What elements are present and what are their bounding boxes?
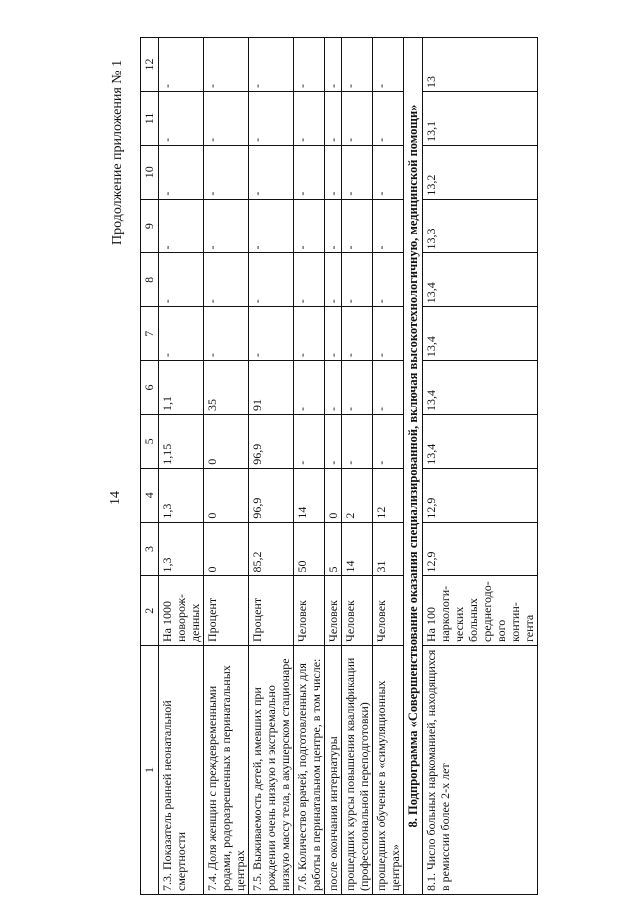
value-cell: - <box>159 253 204 307</box>
indicator-cell: 7.4. Доля женщин с преждевременными родами, родоразрешенных в перинатальных центрах <box>204 645 249 894</box>
value-cell: 14 <box>342 522 373 576</box>
value-cell: 1,1 <box>159 361 204 415</box>
value-cell: - <box>342 91 373 145</box>
section-title: 8. Подпрограмма «Совершенствование оказания специализированной, включая высокотехнологичную, медицинской помощи» <box>404 38 423 895</box>
value-cell: - <box>325 361 342 415</box>
value-cell: 85,2 <box>249 522 294 576</box>
value-cell: - <box>294 38 325 92</box>
value-cell: - <box>294 199 325 253</box>
table-row <box>325 38 342 895</box>
indicator-cell: 7.6. Количество врачей, подготовленных для работы в перинатальном центре, в том числе: <box>294 645 325 894</box>
value-cell: - <box>249 307 294 361</box>
value-cell: 35 <box>204 361 249 415</box>
unit-cell: Человек <box>342 576 373 646</box>
value-cell: - <box>373 145 404 199</box>
value-cell: - <box>325 199 342 253</box>
value-cell: 5 <box>325 522 342 576</box>
value-cell: 13,3 <box>423 199 538 253</box>
column-header: 9 <box>141 199 159 253</box>
value-cell: - <box>249 253 294 307</box>
value-cell: - <box>249 145 294 199</box>
value-cell: - <box>294 307 325 361</box>
value-cell: - <box>294 91 325 145</box>
table-row <box>423 38 538 895</box>
value-cell: - <box>294 361 325 415</box>
value-cell: - <box>342 253 373 307</box>
column-header: 6 <box>141 361 159 415</box>
table-row <box>204 38 249 895</box>
value-cell: - <box>342 414 373 468</box>
value-cell: 1,15 <box>159 414 204 468</box>
value-cell: 13,2 <box>423 145 538 199</box>
value-cell: - <box>342 145 373 199</box>
value-cell: 0 <box>204 414 249 468</box>
value-cell: 13,1 <box>423 91 538 145</box>
value-cell: - <box>373 361 404 415</box>
page-number: 14 <box>108 491 123 505</box>
value-cell: - <box>159 307 204 361</box>
value-cell: 31 <box>373 522 404 576</box>
value-cell: - <box>204 145 249 199</box>
value-cell: 1,3 <box>159 468 204 522</box>
value-cell: - <box>159 145 204 199</box>
table-row <box>342 38 373 895</box>
value-cell: 96,9 <box>249 468 294 522</box>
value-cell: - <box>159 199 204 253</box>
column-header: 7 <box>141 307 159 361</box>
value-cell: - <box>373 307 404 361</box>
column-header: 12 <box>141 38 159 92</box>
value-cell: 96,9 <box>249 414 294 468</box>
table-header-row <box>141 38 159 895</box>
value-cell: 13,4 <box>423 414 538 468</box>
value-cell: 13 <box>423 38 538 92</box>
value-cell: - <box>325 307 342 361</box>
value-cell: - <box>325 91 342 145</box>
column-header: 5 <box>141 414 159 468</box>
value-cell: - <box>325 253 342 307</box>
value-cell: - <box>325 414 342 468</box>
value-cell: - <box>249 91 294 145</box>
value-cell: - <box>204 307 249 361</box>
value-cell: - <box>325 145 342 199</box>
value-cell: - <box>249 38 294 92</box>
indicator-cell: прошедших обучение в «симуляционных центрах» <box>373 645 404 894</box>
column-header: 1 <box>141 645 159 894</box>
unit-cell: Процент <box>204 576 249 646</box>
value-cell: 0 <box>204 468 249 522</box>
value-cell: - <box>325 38 342 92</box>
value-cell: 12,9 <box>423 468 538 522</box>
value-cell: - <box>294 253 325 307</box>
value-cell: - <box>294 414 325 468</box>
value-cell: - <box>373 38 404 92</box>
table-row <box>249 38 294 895</box>
value-cell: 14 <box>294 468 325 522</box>
value-cell: 0 <box>325 468 342 522</box>
value-cell: - <box>373 91 404 145</box>
column-header: 11 <box>141 91 159 145</box>
indicator-cell: прошедших курсы повышения квалификации (профессиональной переподготовки) <box>342 645 373 894</box>
value-cell: 91 <box>249 361 294 415</box>
value-cell: - <box>373 414 404 468</box>
value-cell: - <box>159 38 204 92</box>
column-header: 3 <box>141 522 159 576</box>
indicator-cell: 7.3. Показатель ранней неонатальной смертности <box>159 645 204 894</box>
column-header: 2 <box>141 576 159 646</box>
value-cell: - <box>249 199 294 253</box>
indicator-cell: 7.5. Выживаемость детей, имевших при рождении очень низкую и экстремально низкую массу тела, в акушерском стационаре <box>249 645 294 894</box>
value-cell: 1,3 <box>159 522 204 576</box>
value-cell: 0 <box>204 522 249 576</box>
value-cell: - <box>204 91 249 145</box>
continuation-note: Продолжение приложения № 1 <box>110 59 125 245</box>
indicator-cell: после окончания интернатуры <box>325 645 342 894</box>
value-cell: 12 <box>373 468 404 522</box>
value-cell: 13,4 <box>423 253 538 307</box>
value-cell: - <box>373 199 404 253</box>
unit-cell: Процент <box>249 576 294 646</box>
indicator-cell: 8.1. Число больных наркоманией, находящихся в ремиссии более 2-х лет <box>423 645 538 894</box>
value-cell: - <box>204 38 249 92</box>
unit-cell: На 100 наркологи-ческих больных среднегодо-вого контин-гента <box>423 576 538 646</box>
unit-cell: Человек <box>373 576 404 646</box>
value-cell: - <box>342 307 373 361</box>
value-cell: - <box>373 253 404 307</box>
value-cell: - <box>342 38 373 92</box>
value-cell: - <box>342 361 373 415</box>
value-cell: - <box>204 253 249 307</box>
indicators-table <box>140 37 538 895</box>
column-header: 8 <box>141 253 159 307</box>
value-cell: 13,4 <box>423 307 538 361</box>
value-cell: - <box>204 199 249 253</box>
value-cell: - <box>159 91 204 145</box>
value-cell: 13,4 <box>423 361 538 415</box>
table-row <box>373 38 404 895</box>
value-cell: - <box>342 199 373 253</box>
table-row <box>294 38 325 895</box>
column-header: 4 <box>141 468 159 522</box>
value-cell: 50 <box>294 522 325 576</box>
value-cell: 2 <box>342 468 373 522</box>
unit-cell: Человек <box>325 576 342 646</box>
column-header: 10 <box>141 145 159 199</box>
value-cell: - <box>294 145 325 199</box>
unit-cell: На 1000 новорож-денных <box>159 576 204 646</box>
unit-cell: Человек <box>294 576 325 646</box>
section-row <box>404 38 423 895</box>
table-row <box>159 38 204 895</box>
value-cell: 12,9 <box>423 522 538 576</box>
